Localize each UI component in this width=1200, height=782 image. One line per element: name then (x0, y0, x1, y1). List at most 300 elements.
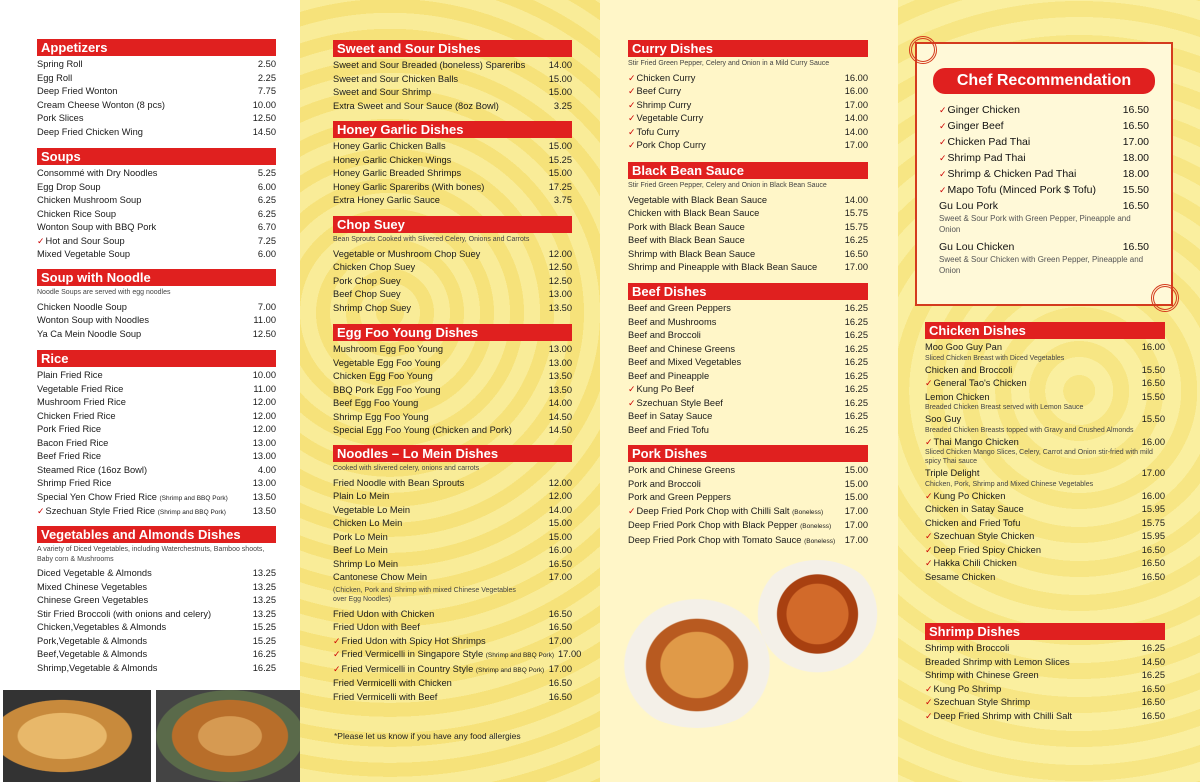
chili-icon: ✓ (939, 169, 947, 179)
item-price: 6.00 (257, 249, 276, 259)
item-name (37, 99, 165, 113)
item-price: 15.25 (548, 154, 572, 165)
menu-item (333, 370, 572, 384)
item-name (333, 608, 434, 622)
menu-item (628, 99, 868, 113)
item-price: 15.00 (548, 141, 572, 151)
item-name-text: Pork Fried Rice (37, 424, 102, 434)
menu-item (628, 397, 868, 411)
item-name (628, 519, 831, 534)
menu-item (37, 208, 276, 222)
item-price: 15.75 (844, 208, 868, 218)
menu-item (923, 198, 1165, 214)
item-name (628, 99, 691, 113)
item-name-text: Breaded Shrimp with Lemon Slices (925, 656, 1070, 667)
item-name-text: Beef and Fried Tofu (628, 424, 709, 435)
section-title: Honey Garlic Dishes (333, 121, 572, 138)
item-price: 13.50 (252, 506, 276, 516)
item-name-text: Szechuan Style Beef (636, 397, 723, 408)
item-name-text: Sweet and Sour Breaded (boneless) Spareribs (333, 60, 526, 70)
item-price: 17.00 (548, 663, 572, 674)
item-price: 12.00 (252, 397, 276, 407)
item-name (333, 100, 499, 114)
menu-item (333, 248, 572, 262)
item-price: 12.00 (548, 477, 572, 488)
item-price: 15.00 (844, 492, 868, 502)
menu-item (925, 517, 1165, 531)
item-size-note: (Shrimp and BBQ Pork) (475, 666, 545, 674)
veg-almond-section (37, 526, 276, 675)
item-price: 17.00 (844, 534, 868, 545)
chili-icon: ✓ (925, 378, 933, 388)
chef-title: Chef Recommendation (933, 68, 1155, 94)
menu-item (37, 85, 276, 99)
chili-icon: ✓ (925, 531, 933, 541)
item-price: 13.25 (252, 568, 276, 578)
item-description: Chicken, Pork, Shrimp and Mixed Chinese Vegetables (925, 480, 1094, 488)
item-name (37, 369, 103, 383)
item-name (333, 691, 437, 705)
chili-icon: ✓ (628, 113, 636, 123)
item-name-text: Shrimp with Broccoli (925, 643, 1010, 653)
item-name-text: Shrimp with Chinese Green (925, 670, 1039, 680)
item-name-text: Deep Fried Shrimp with Chilli Salt (933, 710, 1073, 721)
item-name (333, 504, 410, 518)
item-name (333, 140, 446, 154)
item-name (925, 377, 1027, 391)
item-name-text: Chicken Pad Thai (947, 136, 1031, 148)
menu-item (37, 221, 276, 235)
item-name (333, 544, 388, 558)
item-name (333, 477, 464, 491)
item-name-text: Cantonese Chow Mein (333, 572, 428, 582)
item-price: 16.00 (1141, 436, 1165, 447)
item-name-text: Deep Fried Wonton (37, 86, 118, 96)
item-price: 16.50 (1141, 558, 1165, 568)
menu-item (628, 343, 868, 357)
item-name (925, 413, 961, 427)
item-name (333, 288, 401, 302)
menu-item (333, 517, 572, 531)
item-name-text: Spring Roll (37, 59, 83, 69)
item-name (628, 329, 701, 343)
item-name (925, 544, 1041, 558)
chili-icon: ✓ (628, 86, 636, 96)
item-name (925, 467, 979, 481)
item-name-text: Thai Mango Chicken (933, 436, 1019, 447)
menu-item (628, 85, 868, 99)
menu-item (333, 397, 572, 411)
item-name-text: Chicken Curry (636, 72, 696, 83)
item-price: 16.25 (844, 303, 868, 313)
item-name (939, 150, 1026, 166)
menu-item (628, 505, 868, 520)
item-name-text: Beef and Broccoli (628, 330, 701, 340)
item-name-text: Fried Vermicelli with Beef (333, 691, 438, 702)
menu-item (628, 207, 868, 221)
item-name (37, 567, 152, 581)
item-name-text: Diced Vegetable & Almonds (37, 568, 152, 578)
item-name (628, 464, 735, 478)
item-name (37, 581, 147, 595)
item-name (37, 126, 143, 140)
item-price: 15.95 (1141, 531, 1165, 541)
item-name-text: Shrimp Pad Thai (947, 152, 1026, 164)
item-price: 15.50 (1141, 391, 1165, 402)
item-name (333, 531, 388, 545)
item-name-text: Fried Vermicelli with Chicken (333, 678, 452, 688)
menu-item (37, 301, 276, 315)
item-name-text: Extra Sweet and Sour Sauce (8oz Bowl) (333, 100, 499, 111)
item-name-text: Beef and Chinese Greens (628, 343, 735, 354)
menu-item (923, 102, 1165, 118)
item-name-text: Lemon Chicken (925, 391, 990, 402)
item-name (37, 450, 101, 464)
item-price: 16.25 (844, 397, 868, 408)
menu-item (333, 86, 572, 100)
item-name (925, 669, 1039, 683)
section-title: Chicken Dishes (925, 322, 1165, 339)
menu-item (333, 275, 572, 289)
menu-item (333, 477, 572, 491)
chili-icon: ✓ (628, 505, 636, 516)
item-name-text: Pork Lo Mein (333, 531, 388, 542)
item-name-text: Plain Lo Mein (333, 491, 390, 501)
menu-item (37, 450, 276, 464)
item-name (333, 635, 486, 649)
item-name (37, 248, 130, 262)
item-price: 16.25 (844, 235, 868, 245)
menu-item (628, 519, 868, 534)
item-name (925, 642, 1009, 656)
item-name-text: Vegetable with Black Bean Sauce (628, 194, 768, 205)
item-name (628, 397, 723, 411)
menu-item (37, 72, 276, 86)
menu-item (628, 478, 868, 492)
menu-item (333, 490, 572, 504)
chili-icon: ✓ (628, 126, 636, 137)
item-price: 15.50 (1122, 184, 1149, 196)
menu-item (925, 557, 1165, 571)
menu-item (37, 423, 276, 437)
item-name-text: Fried Vermicelli in Country Style (341, 663, 474, 674)
section-title: Shrimp Dishes (925, 623, 1165, 640)
menu-item (333, 302, 572, 316)
item-name-text: Consommé with Dry Noodles (37, 168, 158, 178)
item-name (628, 207, 759, 221)
item-name-text: Egg Roll (37, 72, 73, 83)
menu-item (37, 181, 276, 195)
item-price: 13.00 (252, 437, 276, 448)
menu-item (333, 663, 572, 678)
item-name (333, 558, 398, 572)
menu-item (925, 490, 1165, 504)
menu-item (333, 411, 572, 425)
item-name-text: Deep Fried Pork Chop with Tomato Sauce (628, 534, 802, 545)
item-name (333, 248, 480, 262)
item-name-text: Mapo Tofu (Minced Pork $ Tofu) (947, 184, 1096, 196)
menu-item (925, 571, 1165, 585)
item-price: 16.25 (844, 411, 868, 421)
item-price: 18.00 (1122, 152, 1149, 164)
menu-item (37, 248, 276, 262)
orange-chicken-photo (750, 560, 885, 680)
item-price: 2.50 (257, 59, 276, 69)
item-name-text: Shrimp and Pineapple with Black Bean Sauce (628, 262, 818, 272)
item-name (333, 59, 525, 73)
item-price: 17.00 (844, 99, 868, 110)
item-price: 14.50 (252, 126, 276, 137)
chili-icon: ✓ (925, 710, 933, 721)
item-name (939, 134, 1030, 150)
item-name-text: Sweet and Sour Shrimp (333, 87, 432, 97)
menu-item (333, 357, 572, 371)
item-name-text: Plain Fried Rice (37, 370, 103, 380)
item-price: 16.25 (1141, 643, 1165, 653)
item-size-note: (Shrimp and BBQ Pork) (159, 494, 228, 502)
item-description: Sliced Chicken Breast with Diced Vegetables (925, 354, 1065, 362)
section-note: Stir Fried Green Pepper, Celery and Onion in Black Bean Sauce (628, 182, 827, 189)
section-title: Soup with Noodle (37, 269, 276, 286)
menu-item (925, 436, 1165, 450)
item-price: 16.50 (548, 608, 572, 619)
menu-item (37, 567, 276, 581)
item-name-text: Fried Udon with Spicy Hot Shrimps (341, 635, 486, 646)
menu-item (333, 261, 572, 275)
item-name (925, 341, 1002, 355)
item-name (37, 648, 147, 662)
menu-item (37, 314, 276, 328)
item-price: 6.00 (257, 181, 276, 192)
item-price: 15.00 (548, 531, 572, 542)
menu-item (628, 72, 868, 86)
item-name-text: Mushroom Fried Rice (37, 397, 126, 407)
item-name-text: Vegetable Egg Foo Young (333, 357, 441, 368)
menu-item (37, 621, 276, 635)
menu-item (628, 316, 868, 330)
menu-item (37, 328, 276, 342)
item-name-text: Beef and Green Peppers (628, 303, 731, 313)
item-name-text: Hakka Chili Chicken (933, 558, 1017, 568)
item-name-text: Cream Cheese Wonton (8 pcs) (37, 99, 165, 110)
item-name-text: Sesame Chicken (925, 571, 996, 582)
section-title: Chop Suey (333, 216, 572, 233)
menu-item (628, 356, 868, 370)
item-price: 17.00 (844, 505, 868, 516)
section-title: Vegetables and Almonds Dishes (37, 526, 276, 543)
item-price: 13.00 (548, 357, 572, 368)
menu-item (37, 505, 276, 520)
item-name (37, 491, 228, 506)
section-title: Soups (37, 148, 276, 165)
menu-item (333, 635, 572, 649)
menu-item (925, 669, 1165, 683)
sweet-sour-section (333, 40, 572, 113)
black-bean-section (628, 162, 868, 275)
item-name-text: Beef,Vegetable & Almonds (37, 649, 148, 659)
item-name-text: Chicken Noodle Soup (37, 301, 127, 312)
item-name (925, 683, 1001, 697)
item-name-text: Chicken Fried Rice (37, 410, 116, 421)
item-price: 17.00 (1122, 136, 1149, 148)
item-name-text: Shrimp Curry (636, 99, 692, 110)
item-name-text: Beef Lo Mein (333, 545, 388, 555)
item-name (37, 58, 82, 72)
item-price: 17.00 (558, 649, 582, 659)
item-name-text: Special Egg Foo Young (Chicken and Pork) (333, 425, 512, 435)
item-name-text: Steamed Rice (16oz Bowl) (37, 464, 148, 475)
item-name-text: Stir Fried Broccoli (with onions and celery) (37, 608, 212, 619)
menu-item (333, 621, 572, 635)
item-name (333, 261, 415, 275)
menu-item (628, 112, 868, 126)
item-name-text: Chicken with Black Bean Sauce (628, 208, 760, 218)
item-name (925, 530, 1034, 544)
menu-item (37, 464, 276, 478)
item-price: 12.50 (548, 262, 572, 272)
menu-item (37, 491, 276, 506)
item-name (628, 85, 681, 99)
item-name (333, 621, 420, 635)
item-price: 4.00 (257, 464, 276, 475)
item-name-text: Beef in Satay Sauce (628, 411, 713, 421)
item-name-text: Fried Vermicelli in Singapore Style (341, 649, 484, 659)
item-price: 16.00 (1141, 342, 1165, 352)
menu-item (628, 383, 868, 397)
item-price: 7.75 (257, 86, 276, 96)
item-name (37, 85, 117, 99)
item-name (628, 410, 712, 424)
chili-icon: ✓ (925, 544, 933, 555)
item-name (37, 464, 147, 478)
menu-item (628, 491, 868, 505)
item-name-text: Wonton Soup with Noodles (37, 315, 149, 325)
menu-item (333, 648, 582, 663)
menu-item (628, 261, 868, 275)
item-name (628, 478, 701, 492)
item-name-text: Beef and Mushrooms (628, 316, 717, 327)
menu-item (37, 477, 276, 491)
item-name-text: Bacon Fried Rice (37, 437, 109, 448)
item-name (628, 534, 835, 549)
menu-item (37, 594, 276, 608)
item-name (333, 275, 401, 289)
item-name-text: Wonton Soup with BBQ Pork (37, 222, 157, 232)
item-name-text: Kung Po Beef (636, 384, 694, 394)
item-name (628, 139, 706, 153)
item-name (333, 73, 458, 87)
menu-item (37, 126, 276, 140)
item-name-text: Pork and Broccoli (628, 478, 701, 489)
item-price: 16.25 (844, 384, 868, 394)
menu-item (333, 544, 572, 558)
item-name-text: Fried Udon with Chicken (333, 608, 435, 619)
item-name-text: Pork,Vegetable & Almonds (37, 635, 148, 646)
item-name-text: Szechuan Style Chicken (933, 531, 1035, 541)
item-name (628, 343, 735, 357)
item-name-text: Honey Garlic Spareribs (With bones) (333, 181, 485, 192)
item-name (37, 72, 72, 86)
item-name (37, 235, 125, 249)
item-name (37, 221, 156, 235)
item-price: 17.25 (548, 181, 572, 192)
item-name (333, 397, 418, 411)
item-price: 16.25 (252, 649, 276, 659)
chili-icon: ✓ (939, 105, 947, 115)
menu-item (923, 166, 1165, 182)
item-price: 13.50 (548, 302, 572, 313)
item-price: 17.00 (844, 520, 868, 530)
item-name (628, 248, 755, 262)
menu-item (37, 396, 276, 410)
item-name-text: Beef with Black Bean Sauce (628, 235, 745, 245)
item-price: 13.00 (548, 344, 572, 354)
item-price: 16.00 (548, 545, 572, 555)
item-name (925, 391, 990, 405)
menu-item (628, 234, 868, 248)
item-name (628, 383, 694, 397)
item-name (628, 370, 709, 384)
item-name (37, 301, 127, 315)
item-name (939, 198, 998, 214)
item-price: 7.25 (257, 235, 276, 246)
menu-item (333, 100, 572, 114)
item-name-text: Pork and Chinese Greens (628, 465, 735, 475)
item-price: 6.25 (257, 195, 276, 205)
item-price: 12.00 (548, 248, 572, 259)
item-name-text: Beef Egg Foo Young (333, 398, 419, 408)
section-title: Black Bean Sauce (628, 162, 868, 179)
section-title: Noodles – Lo Mein Dishes (333, 445, 572, 462)
item-name-text: Special Yen Chow Fried Rice (37, 491, 157, 502)
item-name (37, 167, 157, 181)
menu-item (37, 410, 276, 424)
menu-item (333, 73, 572, 87)
item-name (37, 505, 226, 520)
item-name (333, 424, 512, 438)
menu-item (628, 534, 868, 549)
item-price: 15.50 (1141, 364, 1165, 375)
curry-section (628, 40, 868, 153)
lo-mein-section (333, 445, 582, 704)
section-title: Curry Dishes (628, 40, 868, 57)
item-price: 16.25 (844, 424, 868, 435)
item-name (628, 316, 716, 330)
item-name-text: Kung Po Shrimp (933, 683, 1002, 694)
menu-item (333, 288, 572, 302)
fried-chicken-photo (156, 690, 304, 782)
item-price: 16.00 (1141, 490, 1165, 501)
item-price: 14.00 (548, 504, 572, 515)
item-name (925, 557, 1017, 571)
item-price: 12.00 (252, 424, 276, 434)
item-name (37, 194, 141, 208)
pork-section (628, 445, 868, 548)
section-note: Stir Fried Green Pepper, Celery and Onion in a Mild Curry Sauce (628, 60, 830, 67)
item-size-note: (Boneless) (792, 508, 824, 516)
menu-item (923, 118, 1165, 134)
item-price: 14.50 (548, 425, 572, 435)
item-name-text: Shrimp with Black Bean Sauce (628, 248, 756, 259)
menu-item (333, 154, 572, 168)
item-price: 14.00 (844, 113, 868, 123)
chop-suey-section (333, 216, 572, 315)
menu-item (333, 194, 572, 208)
item-name (333, 194, 440, 208)
item-price: 16.50 (1141, 710, 1165, 721)
chili-icon: ✓ (628, 72, 636, 83)
item-name-text: Chicken and Fried Tofu (925, 517, 1021, 528)
